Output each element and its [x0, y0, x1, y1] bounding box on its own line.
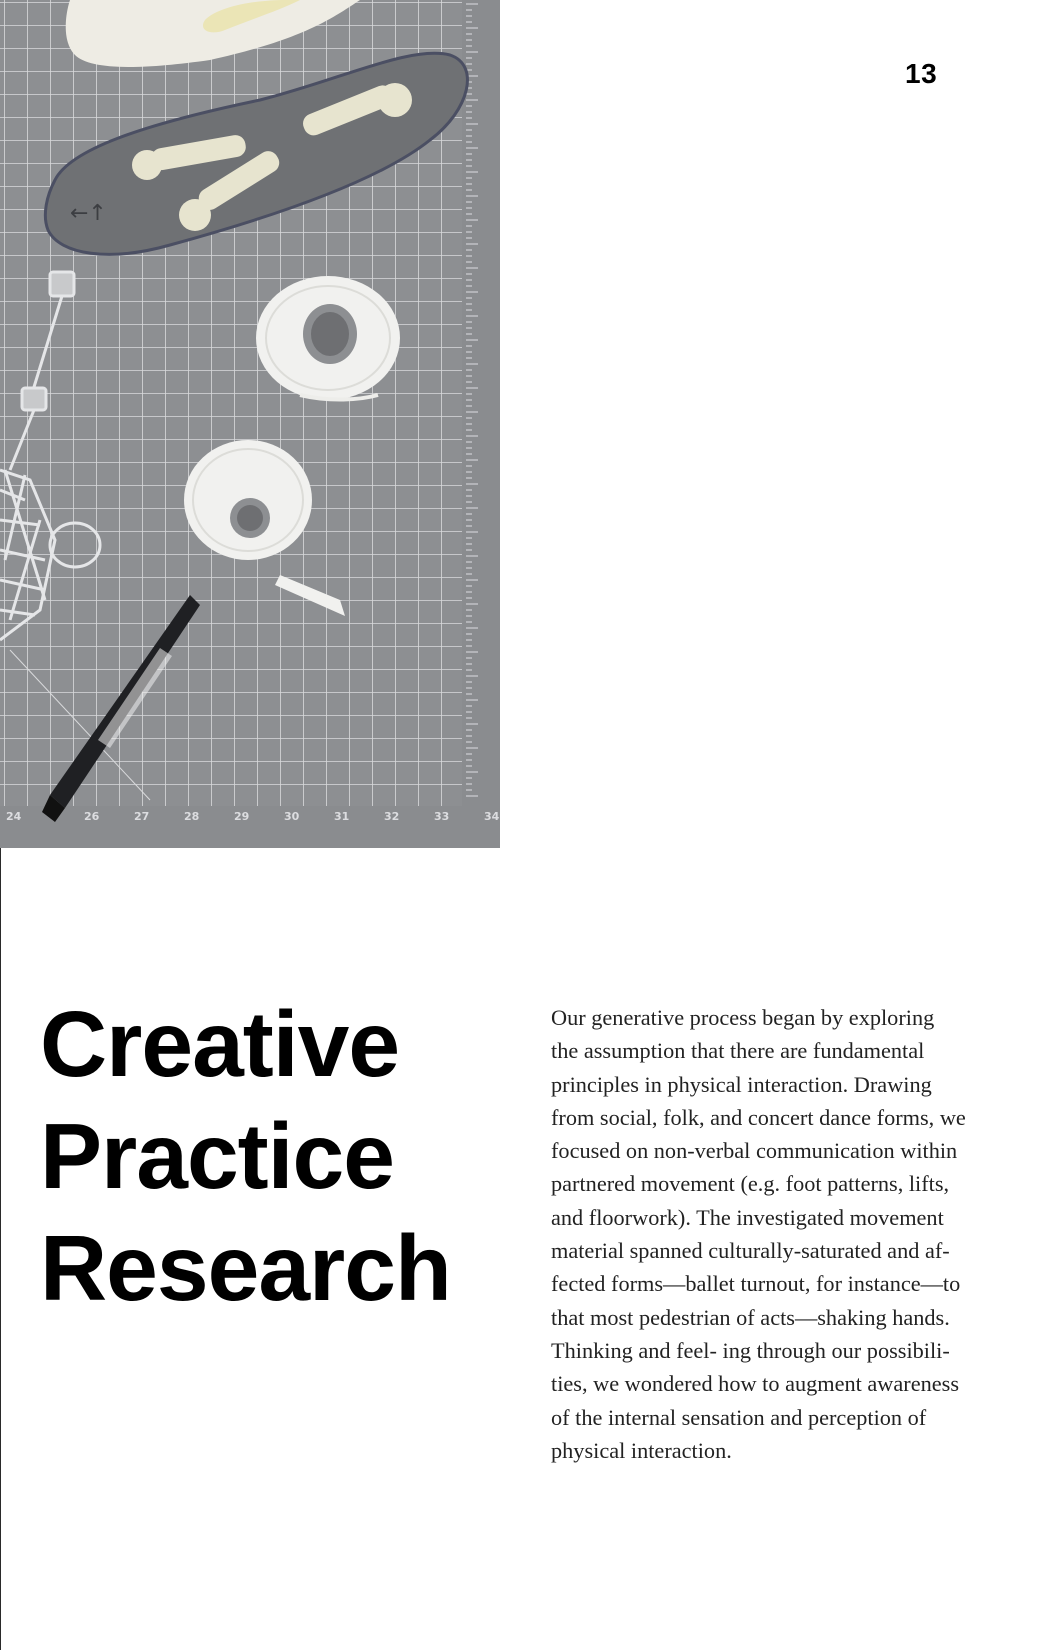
- body-line: fected forms—ballet turnout, for instance—to: [551, 1271, 961, 1297]
- insole-arrow-mark: ←↑: [70, 201, 107, 226]
- body-line: the assumption that there are fundamental: [551, 1038, 925, 1064]
- ruler-number: 32: [384, 810, 400, 823]
- body-line: Our generative process began by exploring: [551, 1005, 935, 1030]
- ruler-number: 29: [234, 810, 250, 823]
- body-line: Thinking and feel- ing through our possibili-: [551, 1337, 950, 1363]
- title-line: Research: [40, 1216, 451, 1320]
- ruler-number: 34: [484, 810, 500, 823]
- tape-roll-1: [256, 276, 400, 400]
- body-line: partnered movement (e.g. foot patterns, lifts,: [551, 1171, 950, 1197]
- ruler-number: 27: [134, 810, 150, 823]
- body-line: from social, folk, and concert dance forms, we: [551, 1104, 966, 1130]
- body-line: physical interaction.: [551, 1437, 732, 1463]
- ruler-number: 28: [184, 810, 200, 823]
- title-line: Creative: [40, 992, 400, 1096]
- body-paragraph: [551, 1001, 1011, 1467]
- ruler-number: 26: [84, 810, 100, 823]
- cutting-mat-photo: [0, 0, 500, 848]
- title-line: Practice: [40, 1104, 394, 1208]
- body-line: that most pedestrian of acts—shaking hands.: [551, 1304, 950, 1330]
- body-line: and floorwork). The investigated movement: [551, 1204, 944, 1230]
- body-line: focused on non-verbal communication within: [551, 1138, 958, 1164]
- body-line: material spanned culturally-saturated and af-: [551, 1238, 950, 1264]
- ruler-number: 31: [334, 810, 350, 823]
- page-number: 13: [905, 58, 938, 89]
- ruler-number: 33: [434, 810, 450, 823]
- ruler-number: 24: [6, 810, 22, 823]
- mat-ruler-bottom: [0, 806, 500, 848]
- body-line: principles in physical interaction. Drawing: [551, 1071, 932, 1097]
- section-title: [40, 988, 500, 1324]
- body-line: of the internal sensation and perception of: [551, 1404, 927, 1430]
- ruler-number: 30: [284, 810, 300, 823]
- body-line: ties, we wondered how to augment awareness: [551, 1371, 960, 1397]
